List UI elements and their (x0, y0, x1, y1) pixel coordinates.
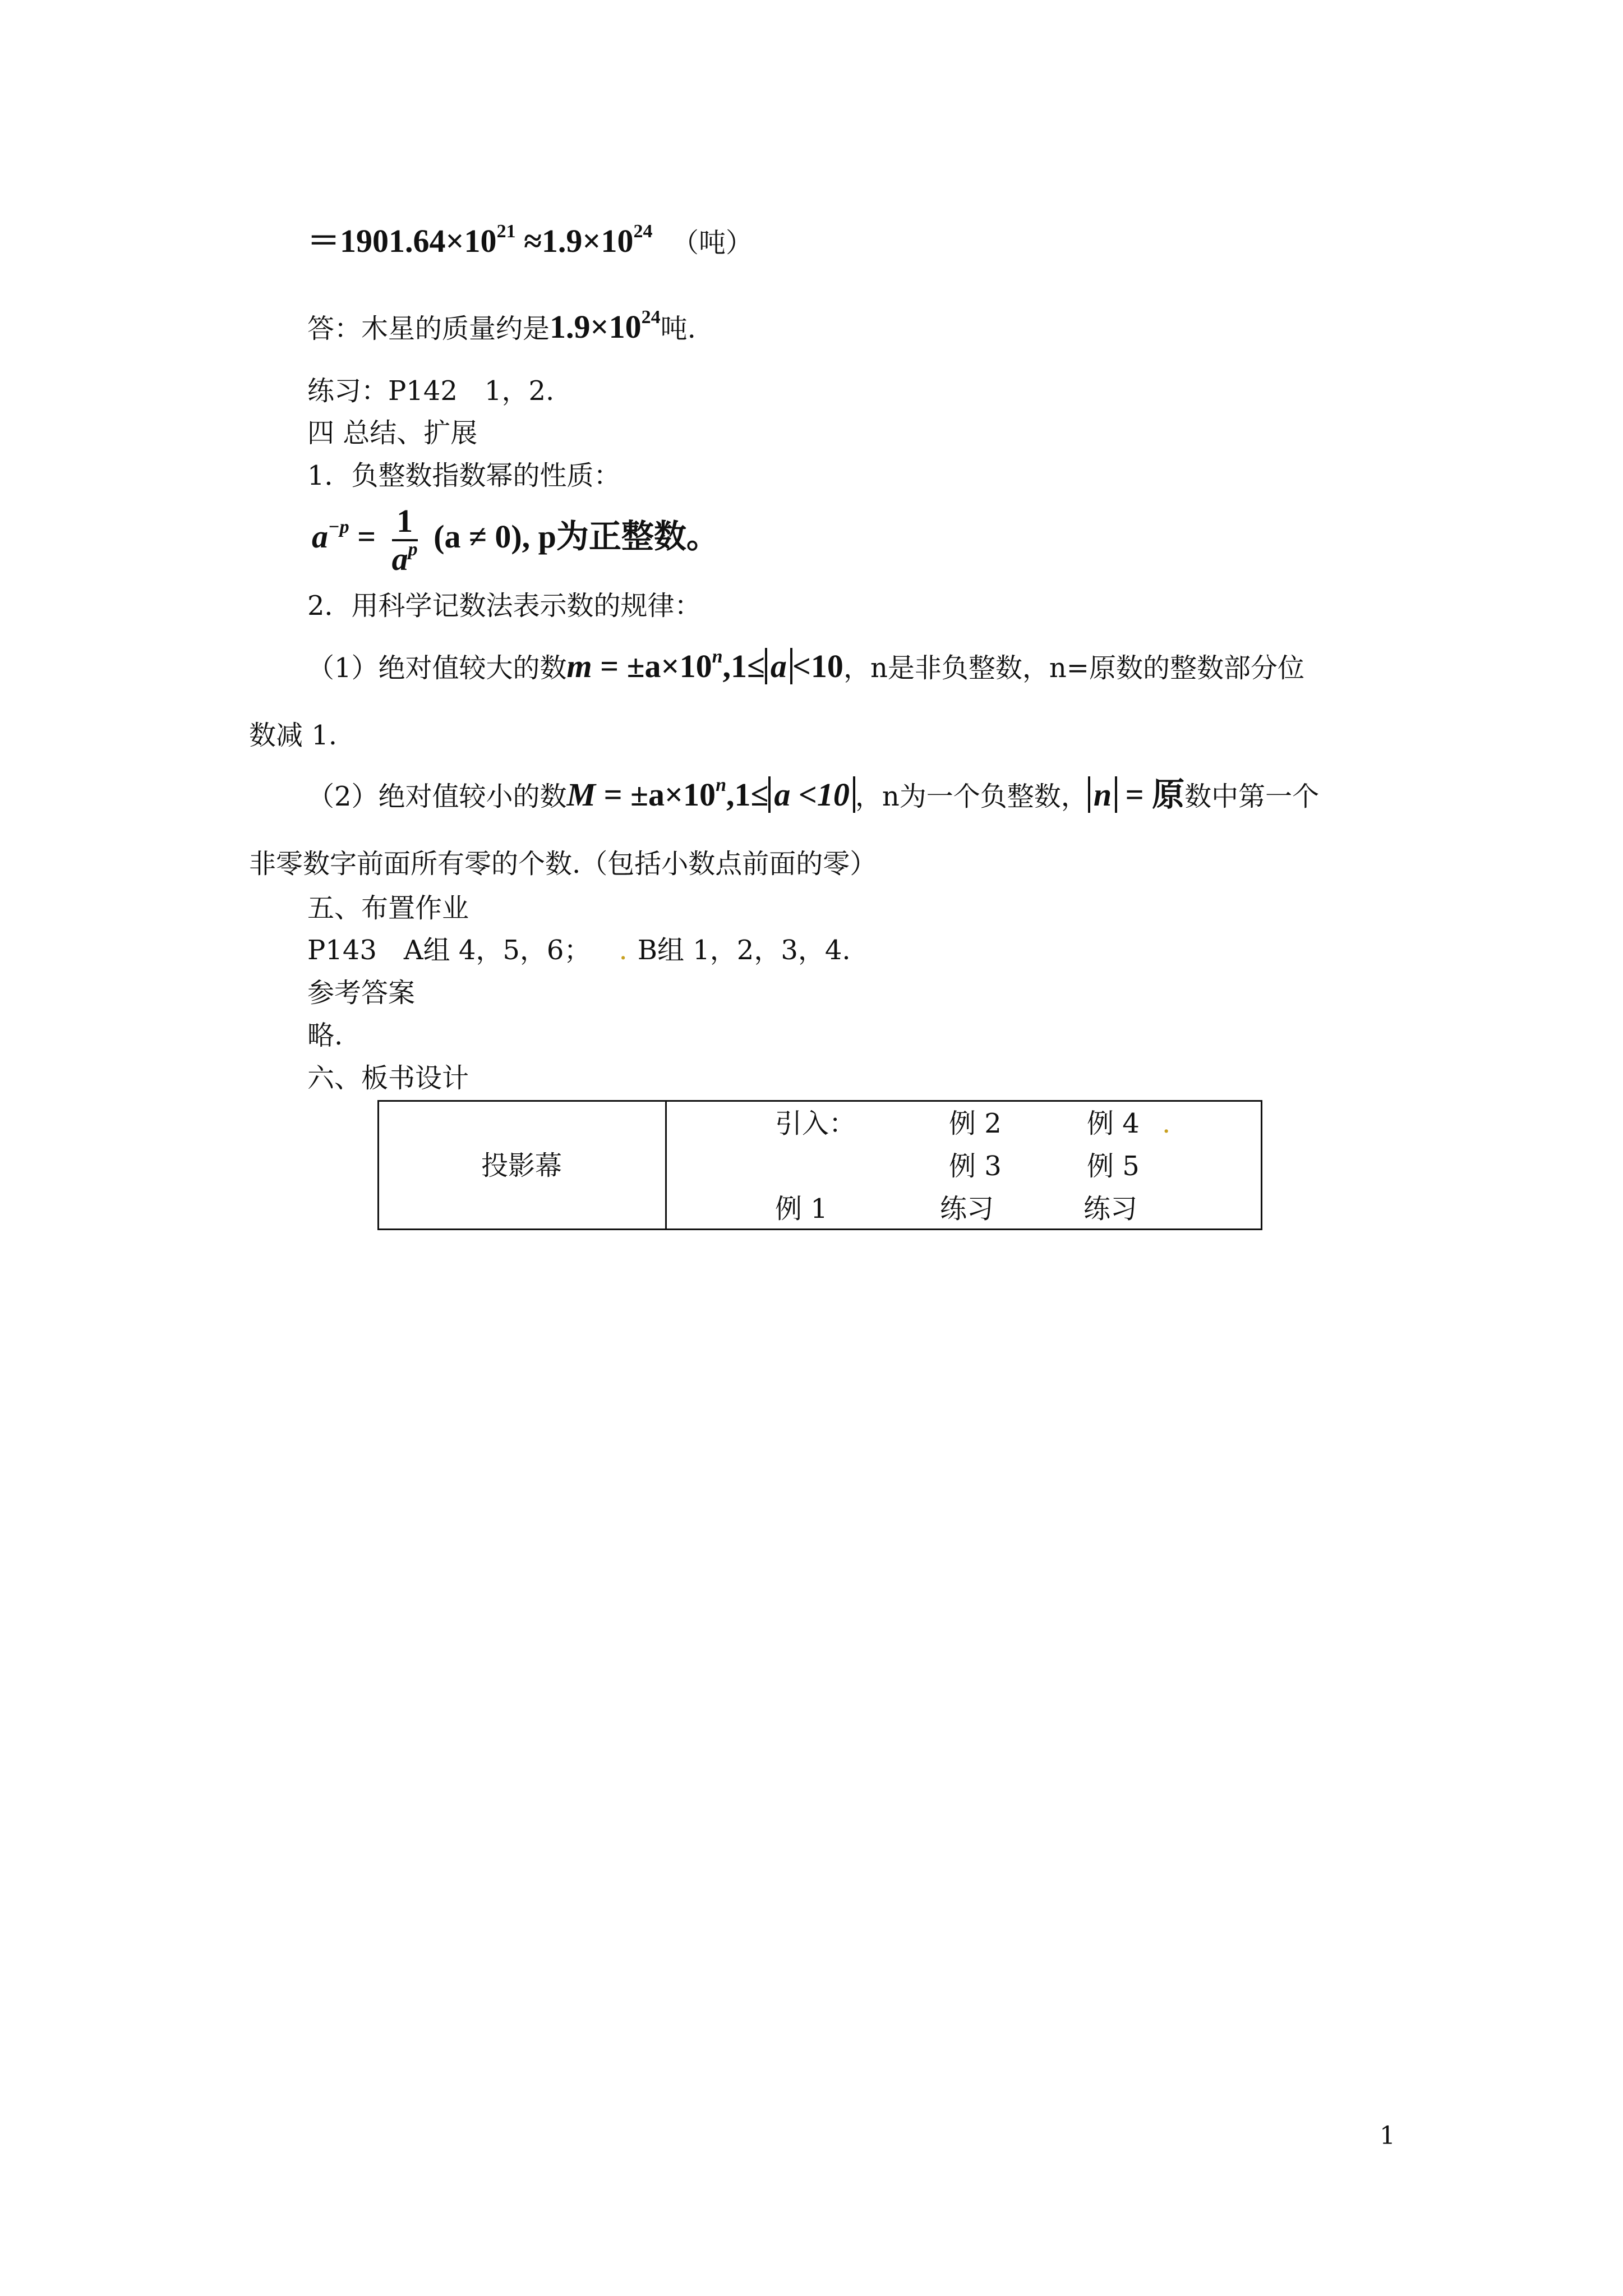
section-heading-homework: 五、布置作业 (307, 892, 469, 924)
board-left-cell: 投影幕 (481, 1150, 562, 1181)
board-cell: 练习 (940, 1193, 994, 1225)
section-heading-summary: 四 总结、扩展 (307, 417, 478, 449)
board-cell: 例 4 (1087, 1108, 1140, 1139)
rule-large-numbers: （1）绝对值较大的数$m = \pm a\times 10^n,1\le a <10$，n是非负整数，n=原数的整数部分位 (307, 646, 1305, 684)
item-scientific-notation: 2．用科学记数法表示数的规律： (307, 590, 702, 622)
rule-small-numbers-cont: 非零数字前面所有零的个数.（包括小数点前面的零） (249, 848, 877, 880)
reference-answer-title: 参考答案 (307, 977, 416, 1009)
negative-exponent-formula: $a^{-p}$ = $\frac{1}{a^p}$ (a ≠ 0), p为正整数。 (312, 502, 719, 577)
board-design-table (377, 1100, 1262, 1230)
board-cell: 例 3 (949, 1151, 1002, 1182)
equation-result: $=1901.64\times 10^{21} \approx 1.9\times 10^{24}$ （吨） (307, 221, 753, 259)
homework-line: P143 A组 4，5，6； . B组 1，2，3，4. (307, 935, 851, 966)
reference-answer-body: 略. (307, 1020, 343, 1051)
item-negative-exponent: 1．负整数指数幂的性质： (307, 460, 621, 491)
page-number: 1 (1380, 2122, 1395, 2150)
board-cell: 练习 (1083, 1193, 1138, 1225)
board-cell: 例 5 (1087, 1151, 1140, 1182)
section-heading-board: 六、板书设计 (307, 1062, 469, 1094)
board-cell: 引入： (775, 1108, 856, 1139)
fraction: $\frac{1}{a^p}$ (391, 502, 418, 577)
board-cell: 例 2 (949, 1108, 1002, 1139)
table-divider (665, 1102, 667, 1228)
practice-line: 练习：P142 1，2. (307, 375, 555, 407)
board-mark: . (1162, 1108, 1171, 1139)
rule-small-numbers: （2）绝对值较小的数$M = \pm a\times 10^n,1\le a <10$ ，n为一个负整数， n = 原数中第一个 (307, 775, 1320, 813)
answer-text: 答：木星的质量约是$1.9\times 10^{24}$吨. (307, 307, 696, 345)
rule-large-numbers-cont: 数减 1. (249, 720, 338, 751)
board-cell: 例 1 (775, 1193, 828, 1225)
